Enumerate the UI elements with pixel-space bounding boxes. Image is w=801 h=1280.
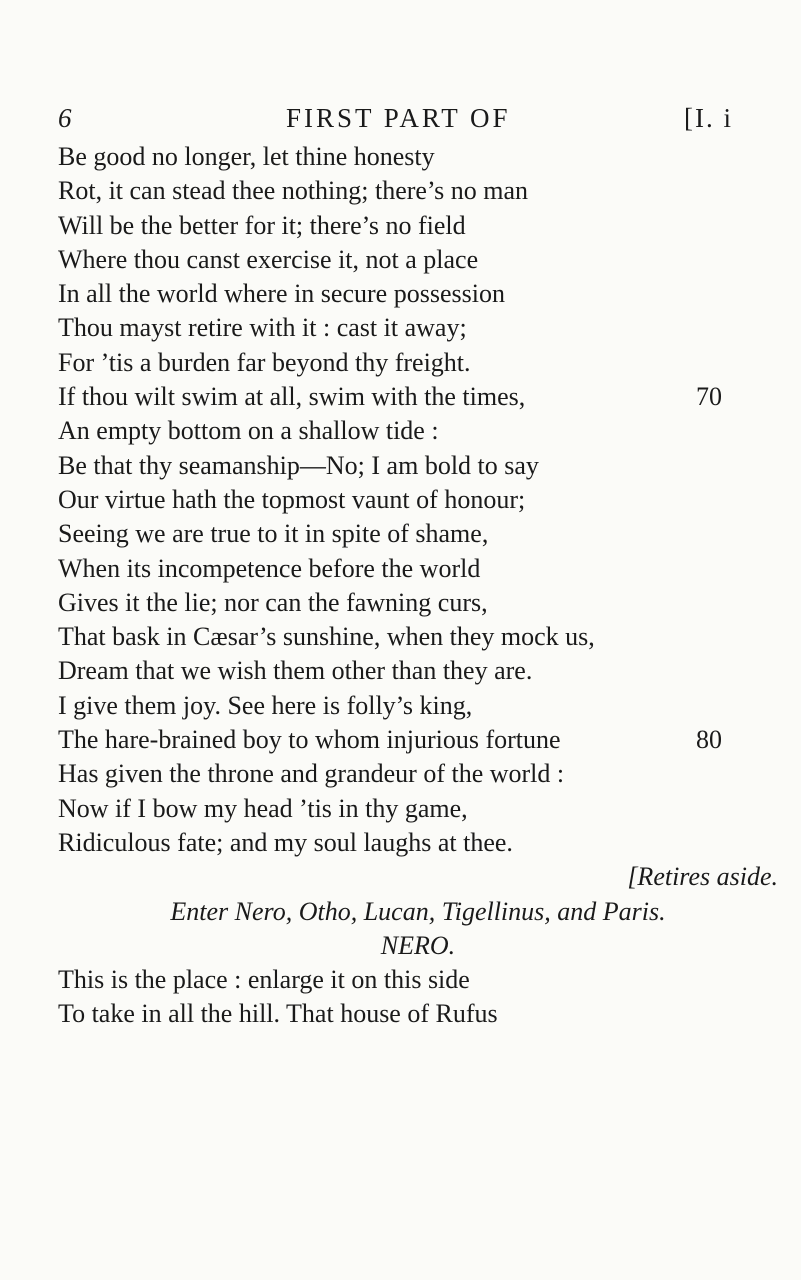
- page-number: 6: [58, 103, 74, 133]
- verse-line: Will be the better for it; there’s no field: [58, 210, 466, 240]
- verse-line: Be that thy seamanship—No; I am bold to say: [58, 450, 539, 480]
- verse-line: Has given the throne and grandeur of the world :: [58, 759, 565, 789]
- verse-line: Rot, it can stead thee nothing; there’s no man: [58, 176, 529, 206]
- line-number: 80: [696, 725, 722, 755]
- verse-line: This is the place : enlarge it on this side: [58, 965, 470, 995]
- verse-line: Our virtue hath the topmost vaunt of honour;: [58, 484, 526, 514]
- verse-line: When its incompetence before the world: [58, 553, 481, 583]
- running-title: FIRST PART OF: [286, 103, 511, 133]
- verse-line: For ’tis a burden far beyond thy freight.: [58, 347, 471, 377]
- verse-line: I give them joy. See here is folly’s king,: [58, 690, 473, 720]
- stage-direction-exit: [Retires aside.: [627, 862, 778, 892]
- verse-line: Thou mayst retire with it : cast it away;: [58, 313, 467, 343]
- verse-line: Be good no longer, let thine honesty: [58, 142, 435, 171]
- verse-block: [58, 140, 778, 1032]
- verse-line: That bask in Cæsar’s sunshine, when they mock us,: [58, 622, 595, 652]
- speaker-name: NERO.: [380, 930, 456, 960]
- stage-direction-enter: Enter Nero, Otho, Lucan, Tigellinus, and Paris.: [170, 896, 666, 926]
- stage-direction-line: [58, 860, 778, 894]
- running-header: [0, 103, 801, 143]
- verse-line: Dream that we wish them other than they are.: [58, 656, 533, 686]
- verse-line: Ridiculous fate; and my soul laughs at thee.: [58, 827, 513, 857]
- verse-line: Where thou canst exercise it, not a place: [58, 244, 479, 274]
- verse-line: If thou wilt swim at all, swim with the times, 70: [58, 380, 778, 414]
- verse-line: The hare-brained boy to whom injurious fortune 80: [58, 723, 778, 757]
- verse-line: Seeing we are true to it in spite of shame,: [58, 519, 489, 549]
- verse-line: Gives it the lie; nor can the fawning curs,: [58, 587, 488, 617]
- act-scene-reference: [I. i: [684, 103, 733, 133]
- verse-line: An empty bottom on a shallow tide :: [58, 416, 439, 446]
- verse-line: To take in all the hill. That house of Rufus: [58, 999, 498, 1029]
- verse-line: In all the world where in secure possession: [58, 279, 505, 309]
- verse-line: Now if I bow my head ’tis in thy game,: [58, 793, 468, 823]
- line-number: 70: [696, 382, 722, 412]
